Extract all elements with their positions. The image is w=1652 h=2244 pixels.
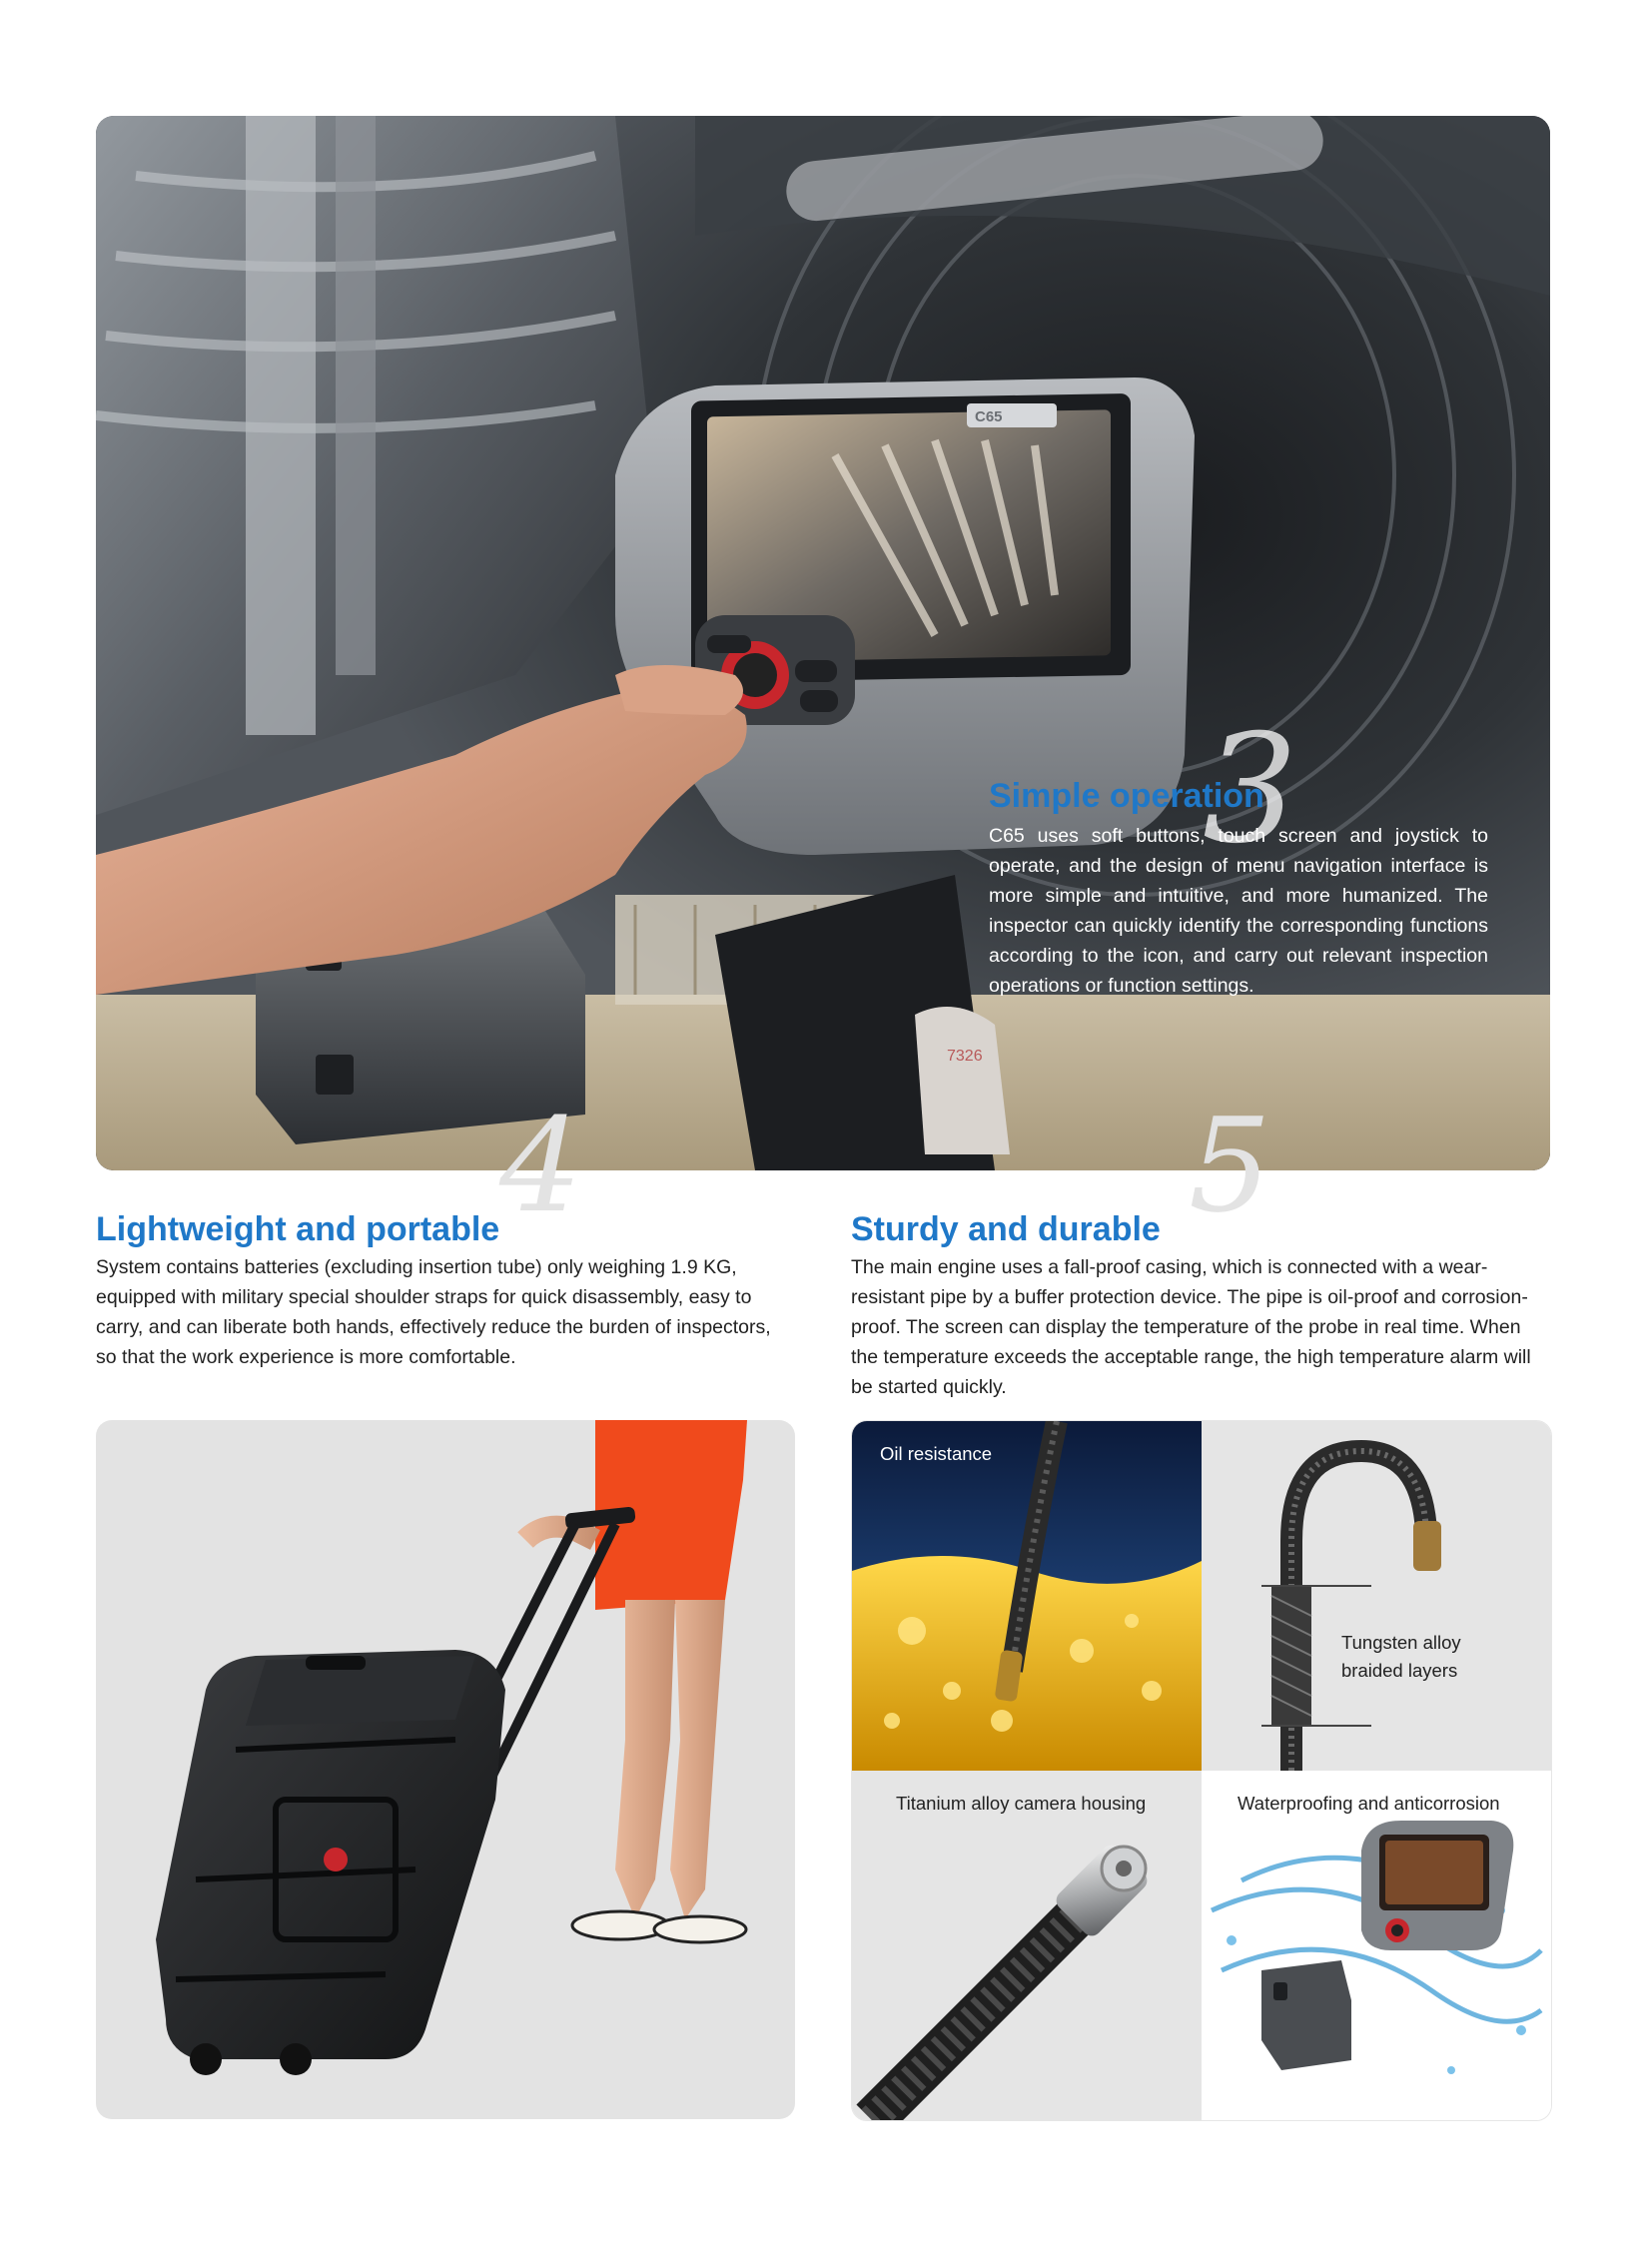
oil-illustration: [852, 1421, 1202, 1771]
waterproof-illustration: [1202, 1771, 1551, 2120]
lightweight-body: System contains batteries (excluding insertion tube) only weighing 1.9 KG, equipped with military special shoulder straps for quick disassembly, easy to carry, and can liberate both hands, effectively reduce the burden of inspectors, so that the work experience is more comfortable.: [96, 1256, 771, 1368]
tungsten-label: Tungsten alloy braided layers: [1341, 1632, 1461, 1681]
hero-heading: Simple operation: [989, 777, 1264, 815]
waterproof-cell: [1202, 1771, 1551, 2120]
titanium-label: Titanium alloy camera housing: [896, 1793, 1147, 1814]
lightweight-heading: Lightweight and portable: [96, 1210, 500, 1248]
section-number-4: 4: [499, 1090, 582, 1241]
tungsten-illustration: [1202, 1421, 1551, 1771]
hero-image: [96, 116, 1550, 1170]
tungsten-cell: [1202, 1421, 1551, 1771]
waterproof-label: Waterproofing and anticorrosion: [1238, 1793, 1500, 1814]
oil-resistance-label: Oil resistance: [880, 1443, 993, 1464]
section-number-5: 5: [1189, 1090, 1271, 1241]
hero-body: C65 uses soft buttons, touch screen and joystick to operate, and the design of menu navigation interface is more simple and intuitive, and more humanized. The inspector can quickly identify the corresponding functions according to the icon, and carry out relevant inspection operations or function settings.: [989, 825, 1488, 997]
features-panel: [851, 1420, 1552, 2121]
sturdy-body: The main engine uses a fall-proof casing, which is connected with a wear-resistant pipe by a buffer protection device. The pipe is oil-proof and corrosion-proof. The screen can display the temperature of the probe in real time. When the temperature exceeds the acceptable range, the high temperature alarm will be started quickly.: [851, 1256, 1531, 1398]
section-number-3: 3: [1203, 703, 1298, 877]
device-badge: C65: [975, 408, 1003, 425]
glove-text: 7326: [947, 1048, 983, 1065]
sturdy-heading: Sturdy and durable: [851, 1210, 1161, 1248]
titanium-illustration: [852, 1771, 1202, 2120]
oil-resistance-cell: [852, 1421, 1202, 1771]
suitcase-illustration: [96, 1420, 795, 2119]
hero-illustration: [96, 116, 1550, 1170]
suitcase-panel: [96, 1420, 795, 2119]
titanium-cell: [852, 1771, 1202, 2120]
